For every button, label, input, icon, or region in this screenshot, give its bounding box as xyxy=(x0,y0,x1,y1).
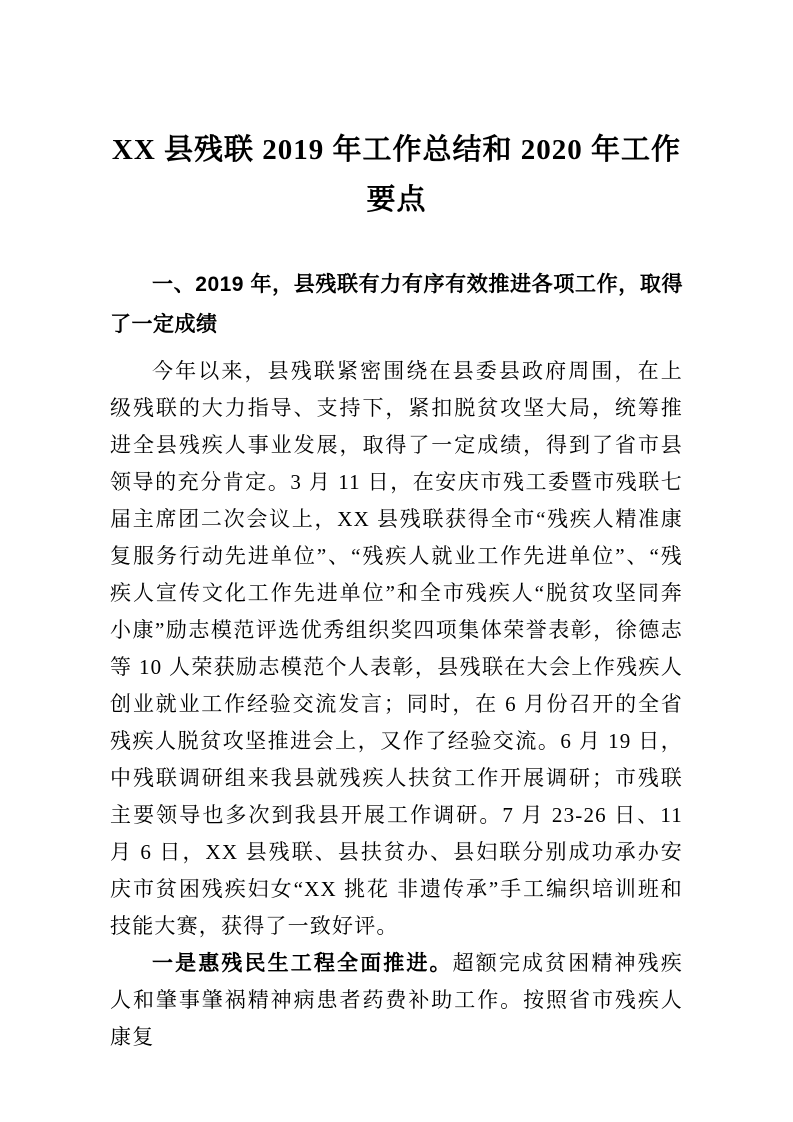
paragraph-point-1 xyxy=(110,945,683,1056)
paragraph-point-1-text: 超额完成贫困精神残疾人和肇事肇祸精神病患者药费补助工作。按照省市残疾人康复 xyxy=(110,951,683,1049)
paragraph-point-1-lead: 一是惠残民生工程全面推进。 xyxy=(152,951,453,975)
paragraph-intro: 今年以来，县残联紧密围绕在县委县政府周围，在上级残联的大力指导、支持下，紧扣脱贫攻坚大局，统筹推进全县残疾人事业发展，取得了一定成绩，得到了省市县领导的充分肯定。3 月 11 日，在安庆市残工委暨市残联七届主席团二次会议上，XX 县残联获得全市“残疾人精准康复服务行动先进单位”、“残疾人就业工作先进单位”、“残疾人宣传文化工作先进单位”和全市残疾人“脱贫攻坚同奔小康”励志模范评选优秀组织奖四项集体荣誉表彰，徐德志等 10 人荣获励志模范个人表彰，县残联在大会上作残疾人创业就业工作经验交流发言；同时，在 6 月份召开的全省残疾人脱贫攻坚推进会上，又作了经验交流。6 月 19 日，中残联调研组来我县就残疾人扶贫工作开展调研；市残联主要领导也多次到我县开展工作调研。7 月 23-26 日、11 月 6 日，XX 县残联、县扶贫办、县妇联分别成功承办安庆市贫困残疾妇女“XX 挑花 非遗传承”手工编织培训班和技能大赛，获得了一致好评。 xyxy=(110,359,683,938)
section-heading: 一、2019 年，县残联有力有序有效推进各项工作，取得了一定成绩 xyxy=(110,273,683,336)
document-title: XX 县残联 2019 年工作总结和 2020 年工作要点 xyxy=(111,134,682,216)
